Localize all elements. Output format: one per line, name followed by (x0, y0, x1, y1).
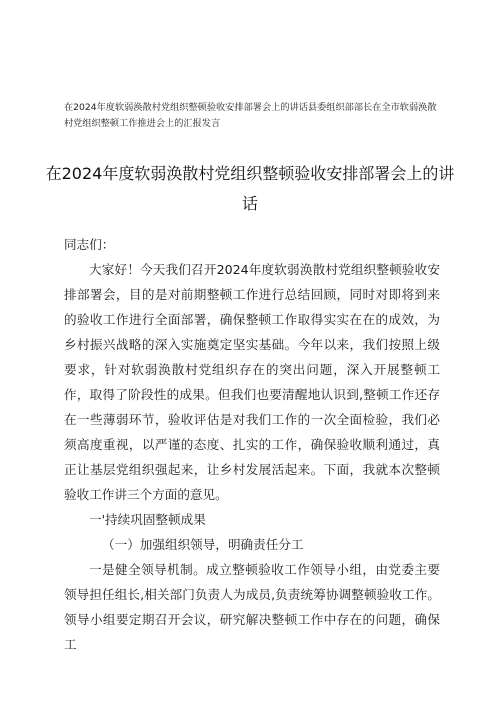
salutation: 同志们： (64, 237, 115, 252)
subsection-heading: （一）加强组织领导，明确责任分工 (102, 537, 304, 552)
section-heading: 一'持续巩固整顿成果 (89, 512, 206, 527)
body-paragraph: 一是健全领导机制。成立整顿验收工作领导小组，由党委主要领导担任组长,相关部门负责人为成员,负责统筹协调整顿验收工作。领导小组要定期召开会议，研究解决整顿工作中存在的问题，确保工 (64, 562, 440, 652)
opening-paragraph: 大家好！今天我们召开2024年度软弱涣散村党组织整顿验收安排部署会，目的是对前期整顿工作进行总结回顾，同时对即将到来的验收工作进行全面部署，确保整顿工作取得实实在在的成效，为乡村振兴战略的深入实施奠定坚实基础。今年以来，我们按照上级要求，针对软弱涣散村党组织存在的突出问题，深入开展整顿工作，取得了阶段性的成果。但我们也要清醒地认识到,整顿工作还存在一些薄弱环节，验收评估是对我们工作的一次全面检验，我们必须高度重视，以严谨的态度、扎实的工作，确保验收顺利通过，真正让基层党组织强起来，让乡村发展活起来。下面，我就本次整顿验收工作讲三个方面的意见。 (64, 262, 440, 502)
document-title: 在2024年度软弱涣散村党组织整顿验收安排部署会上的讲话 (45, 163, 455, 213)
running-header: 在2024年度软弱涣散村党组织整顿验收安排部署会上的讲话县委组织部部长在全市软弱涣散村党组织整顿工作推进会上的汇报发言 (64, 102, 437, 129)
document-body (64, 232, 440, 657)
